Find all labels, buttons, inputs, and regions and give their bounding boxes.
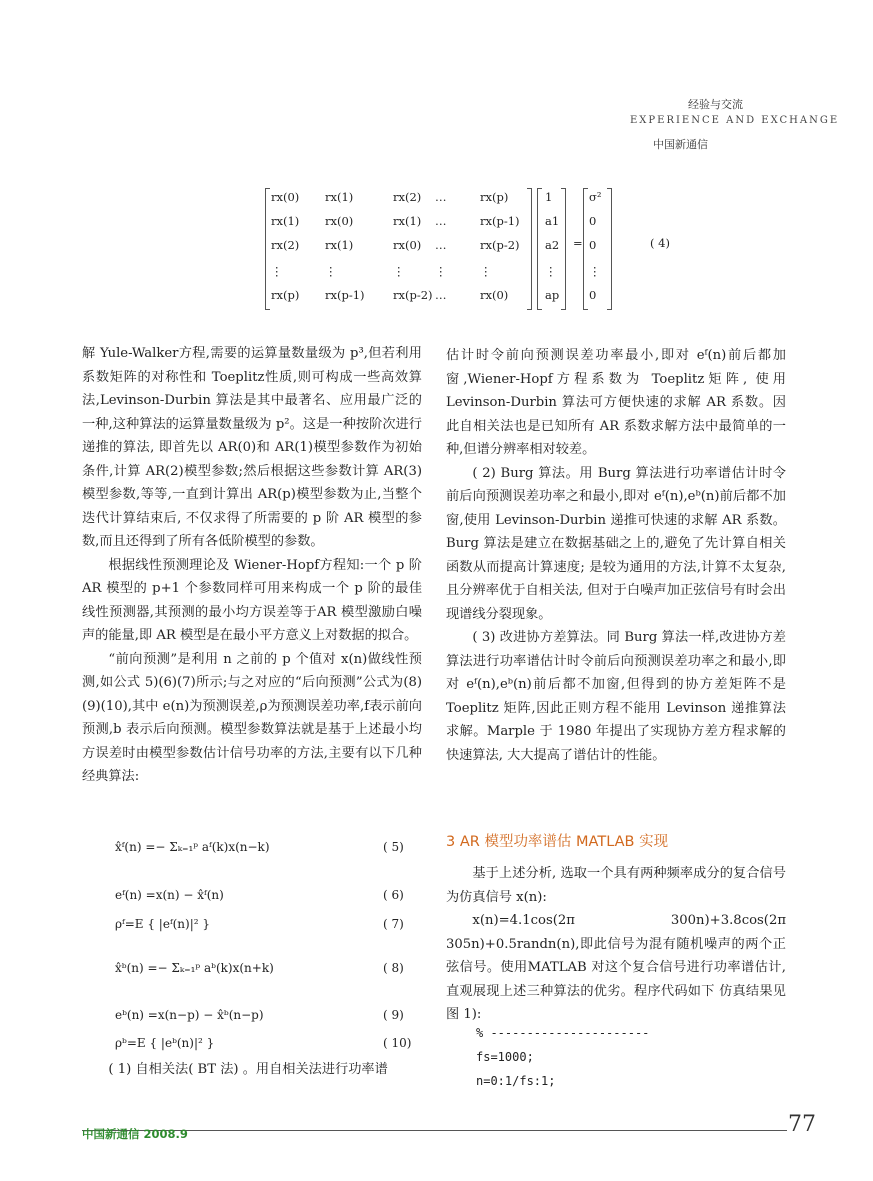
matrix-cell: rx(0) xyxy=(271,190,300,204)
matrix-cell: rx(1) xyxy=(325,190,354,204)
vector-a-cell: 1 xyxy=(545,190,553,204)
vector-rhs-cell: 0 xyxy=(589,288,597,302)
matrix-cell: ⋮ xyxy=(325,264,337,278)
paragraph: x(n)=4.1cos(2π 300n)+3.8cos(2π 305n)+0.5randn(n),即此信号为混有随机噪声的两个正弦信号。使用MATLAB 对这个复合信号进行功率谱估计,直观展现上述三种算法的优劣。程序代码如下 仿真结果见图 1): xyxy=(446,913,786,1022)
vector-a-bracket-right xyxy=(561,188,566,310)
matrix-cell: rx(p-1) xyxy=(325,288,365,302)
equation-7: ρᶠ=E { |eᶠ(n)|² } xyxy=(115,917,210,931)
equation-10: ρᵇ=E { |eᵇ(n)|² } xyxy=(115,1036,215,1050)
equation-number-7: ( 7) xyxy=(383,917,404,931)
equation-6: eᶠ(n) =x(n) − x̂ᶠ(n) xyxy=(115,888,224,902)
matrix-cell: ⋮ xyxy=(271,264,283,278)
paragraph: 基于上述分析, 选取一个具有两种频率成分的复合信号为仿真信号 x(n): xyxy=(446,866,786,905)
paragraph: ( 3) 改进协方差算法。同 Burg 算法一样,改进协方差算法进行功率谱估计时令前后向预测误差功率之和最小,即对 eᶠ(n),eᵇ(n)前后都不加窗,但得到的协方差矩阵不是 Toeplitz 矩阵,因此正则方程不能用 Levinson 递推算法求解。Marple 于 1980 年提出了实现协方差方程求解的快速算法, 大大提高了谱估计的性能。 xyxy=(446,630,786,763)
header-section-title: 经验与交流 xyxy=(688,98,743,111)
section-3-heading: 3 AR 模型功率谱估 MATLAB 实现 xyxy=(446,834,669,850)
matrix-cell: … xyxy=(435,214,447,228)
right-column-text xyxy=(446,344,786,767)
paragraph: “前向预测”是利用 n 之前的 p 个值对 x(n)做线性预测,如公式 5)(6)(7)所示;与之对应的“后向预测”公式为(8)(9)(10),其中 e(n)为预测误差,ρ为预测误差功率,f表示前向预测,b 表示后向预测。模型参数算法就是基于上述最小均方误差时由模型参数估计信号功率的方法,主要有以下几种经典算法: xyxy=(82,651,422,784)
paragraph: 根据线性预测理论及 Wiener-Hopf方程知:一个 p 阶 AR 模型的 p+1 个参数同样可用来构成一个 p 阶的最佳线性预测器,其预测的最小均方误差等于AR 模型激励白噪声的能量,即 AR 模型是在最小平方意义上对数据的拟合。 xyxy=(82,557,422,643)
matrix-cell: rx(0) xyxy=(393,238,422,252)
code-line: fs=1000; xyxy=(476,1050,534,1064)
equation-number-4: ( 4) xyxy=(650,236,670,250)
code-line: % ---------------------- xyxy=(476,1026,650,1040)
right-column-section3-text xyxy=(446,862,786,1027)
matrix-cell: rx(p) xyxy=(480,190,509,204)
header-section-title-en: EXPERIENCE AND EXCHANGE xyxy=(630,115,840,126)
page-number: 77 xyxy=(788,1112,816,1137)
matrix-equation xyxy=(265,186,670,314)
equation-number-6: ( 6) xyxy=(383,888,404,902)
matrix-cell: ⋮ xyxy=(435,264,447,278)
matrix-equals-sign: = xyxy=(573,236,583,250)
vector-a-bracket-left xyxy=(537,188,542,310)
matrix-cell: ⋮ xyxy=(393,264,405,278)
vector-rhs-cell: ⋮ xyxy=(589,264,601,278)
matrix-cell: … xyxy=(435,288,447,302)
header-journal-name: 中国新通信 xyxy=(653,138,708,151)
matrix-cell: rx(0) xyxy=(480,288,509,302)
equation-number-5: ( 5) xyxy=(383,840,404,854)
matrix-bracket-right xyxy=(527,188,532,310)
matrix-cell: rx(p-2) xyxy=(393,288,433,302)
paragraph: 估计时令前向预测误差功率最小,即对 eᶠ(n)前后都加窗,Wiener-Hopf方程系数为 Toeplitz矩阵, 使用Levinson-Durbin 算法可方便快速的求解 AR 系数。因此自相关法也是已知所有 AR 系数求解方法中最简单的一种,但谱分辨率相对较差。 xyxy=(446,348,786,457)
equation-number-8: ( 8) xyxy=(383,961,404,975)
matrix-cell: rx(p-1) xyxy=(480,214,520,228)
vector-a-cell: a2 xyxy=(545,238,560,252)
matrix-cell: … xyxy=(435,238,447,252)
matrix-bracket-left xyxy=(265,188,270,310)
vector-rhs-cell: 0 xyxy=(589,238,597,252)
matrix-cell: rx(p-2) xyxy=(480,238,520,252)
equation-number-9: ( 9) xyxy=(383,1008,404,1022)
vector-rhs-cell: 0 xyxy=(589,214,597,228)
vector-a-cell: ap xyxy=(545,288,560,302)
paragraph: 解 Yule-Walker方程,需要的运算量数量级为 p³,但若利用系数矩阵的对称性和 Toeplitz性质,则可构成一些高效算法,Levinson-Durbin 算法是其中最著名、应用最广泛的一种,这种算法的运算量数量级为 p²。这是一种按阶次进行递推的算法, 即首先以 AR(0)和 AR(1)模型参数作为初始条件,计算 AR(2)模型参数;然后根据这些参数计算 AR(3)模型参数,等等,一直到计算出 AR(p)模型参数为止,当整个迭代计算结束后, 不仅求得了所需要的 p 阶 AR 模型的参数,而且还得到了所有各低阶模型的参数。 xyxy=(82,346,422,549)
matrix-cell: rx(1) xyxy=(393,214,422,228)
vector-rhs-bracket-right xyxy=(607,188,612,310)
matrix-cell: rx(2) xyxy=(393,190,422,204)
matrix-cell: rx(1) xyxy=(271,214,300,228)
matrix-cell: rx(2) xyxy=(271,238,300,252)
left-column-tail xyxy=(82,1058,422,1082)
paragraph: ( 1) 自相关法( BT 法) 。用自相关法进行功率谱 xyxy=(108,1062,388,1077)
matrix-cell: rx(p) xyxy=(271,288,300,302)
vector-rhs-bracket-left xyxy=(583,188,588,310)
equation-8: x̂ᵇ(n) =− Σₖ₌₁ᵖ aᵇ(k)x(n+k) xyxy=(115,961,274,975)
vector-a-cell: a1 xyxy=(545,214,560,228)
vector-a-cell: ⋮ xyxy=(545,264,557,278)
vector-rhs-cell: σ² xyxy=(589,190,602,204)
matrix-cell: … xyxy=(435,190,447,204)
equation-5: x̂ᶠ(n) =− Σₖ₌₁ᵖ aᶠ(k)x(n−k) xyxy=(115,840,270,854)
footer-journal-date: 中国新通信 2008.9 xyxy=(82,1127,188,1141)
code-line: n=0:1/fs:1; xyxy=(476,1074,556,1088)
paragraph: ( 2) Burg 算法。用 Burg 算法进行功率谱估计时令前后向预测误差功率之和最小,即对 eᶠ(n),eᵇ(n)前后都不加窗,使用 Levinson-Durbin 递推可快速的求解 AR 系数。Burg 算法是建立在数据基础之上的,避免了先计算自相关函数从而提高计算速度; 是较为通用的方法,计算不太复杂,且分辨率优于自相关法, 但对于白噪声加正弦信号有时会出现谱线分裂现象。 xyxy=(446,465,786,622)
equation-9: eᵇ(n) =x(n−p) − x̂ᵇ(n−p) xyxy=(115,1008,264,1022)
equation-number-10: ( 10) xyxy=(383,1036,412,1050)
matrix-cell: rx(1) xyxy=(325,238,354,252)
left-column-text xyxy=(82,342,422,789)
matrix-cell: rx(0) xyxy=(325,214,354,228)
matrix-cell: ⋮ xyxy=(480,264,492,278)
